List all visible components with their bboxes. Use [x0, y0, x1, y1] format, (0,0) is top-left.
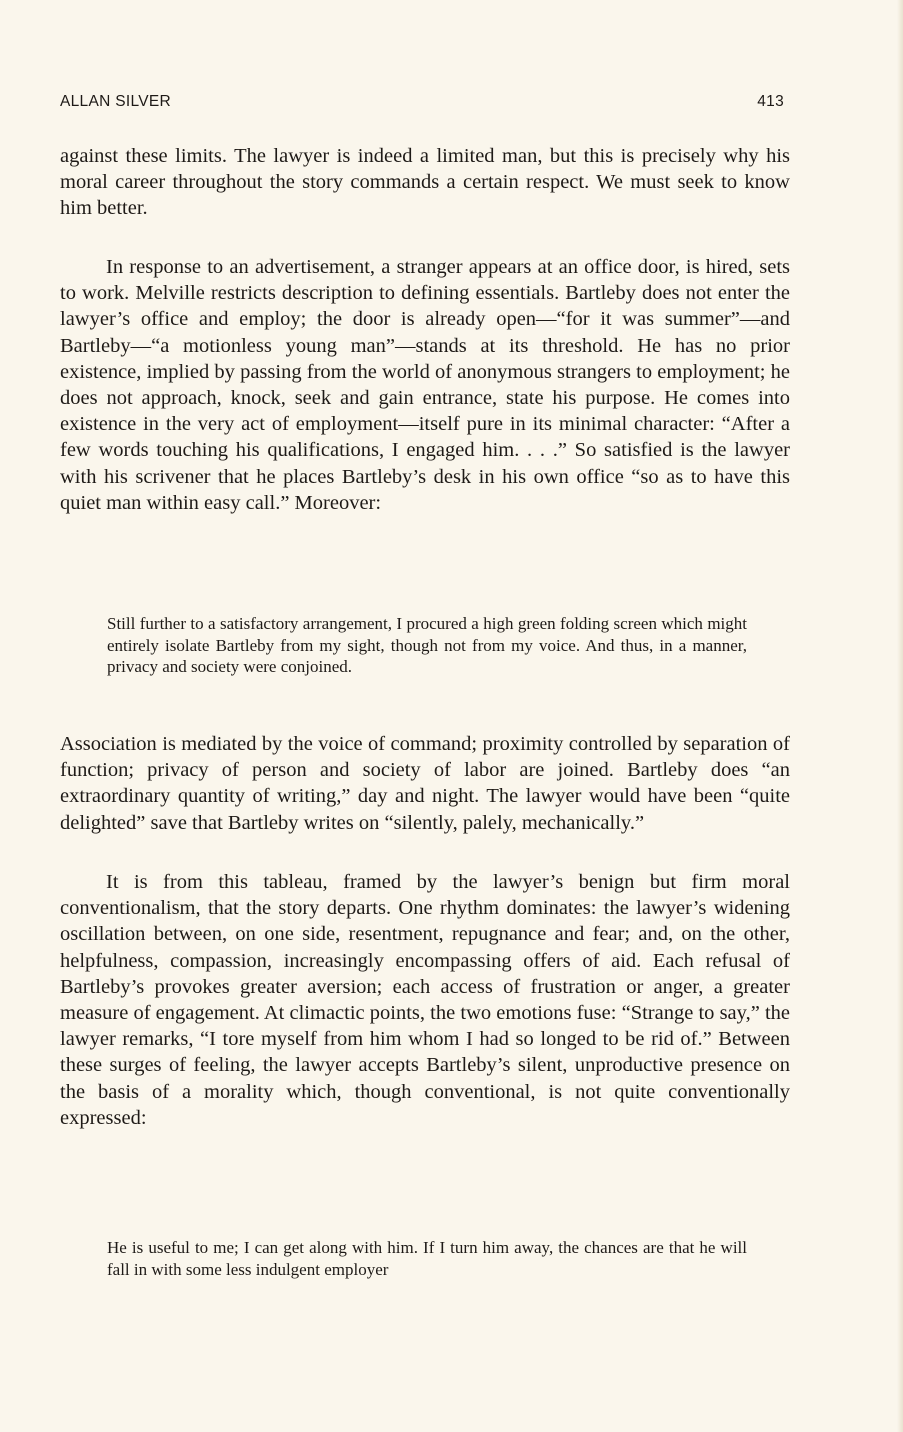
page-edge: [897, 0, 903, 1432]
paragraph-association: Association is mediated by the voice of command; proximity controlled by separation of function; privacy of person and society of labor are joined. Bartleby does “an extraordinary quantity of writing,” day and night. The lawyer would have been “quite delighted” save that Bartleby writes on “silently, palely, mechanically.”: [60, 733, 790, 834]
block-quote-screen: Still further to a satisfactory arrangement, I procured a high green folding screen which might entirely isolate Bartleby from my sight, though not from my voice. And thus, in a manner, privacy and society were conjoined.: [107, 614, 747, 676]
paragraph-bartleby-arrival: In response to an advertisement, a stranger appears at an office door, is hired, sets to work. Melville restricts description to defining essentials. Bartleby does not enter the lawyer’s office and employ; the door is already open—“for it was summer”—and Bartleby—“a motionless young man”—stands at its threshold. He has no prior existence, implied by passing from the world of anonymous strangers to employment; he does not approach, knock, seek and gain entrance, state his purpose. He comes into existence in the very act of employment—itself pure in its minimal character: “After a few words touching his qualifications, I engaged him. . . .” So satisfied is the lawyer with his scrivener that he places Bartleby’s desk in his own office “so as to have this quiet man within easy call.” Moreover:: [60, 256, 790, 514]
running-header: [60, 93, 784, 111]
paragraph-continued: against these limits. The lawyer is indeed a limited man, but this is precisely why his moral career throughout the story commands a certain respect. We must seek to know him better.: [60, 145, 790, 220]
block-quote-useful: He is useful to me; I can get along with him. If I turn him away, the chances are that he will fall in with some less indulgent employer: [107, 1238, 747, 1279]
page-number: 413: [757, 93, 784, 110]
paragraph-tableau: It is from this tableau, framed by the lawyer’s benign but firm moral conventionalism, that the story departs. One rhythm dominates: the lawyer’s widening oscillation between, on one side, resentment, repugnance and fear; and, on the other, helpfulness, compassion, increasingly encompassing offers of aid. Each refusal of Bartleby’s provokes greater aversion; each access of frustration or anger, a greater measure of engagement. At climactic points, the two emotions fuse: “Strange to say,” the lawyer remarks, “I tore myself from him whom I had so longed to be rid of.” Between these surges of feeling, the lawyer accepts Bartleby’s silent, unproductive presence on the basis of a morality which, though conventional, is not quite conventionally expressed:: [60, 871, 790, 1129]
running-head-author: ALLAN SILVER: [60, 93, 172, 110]
